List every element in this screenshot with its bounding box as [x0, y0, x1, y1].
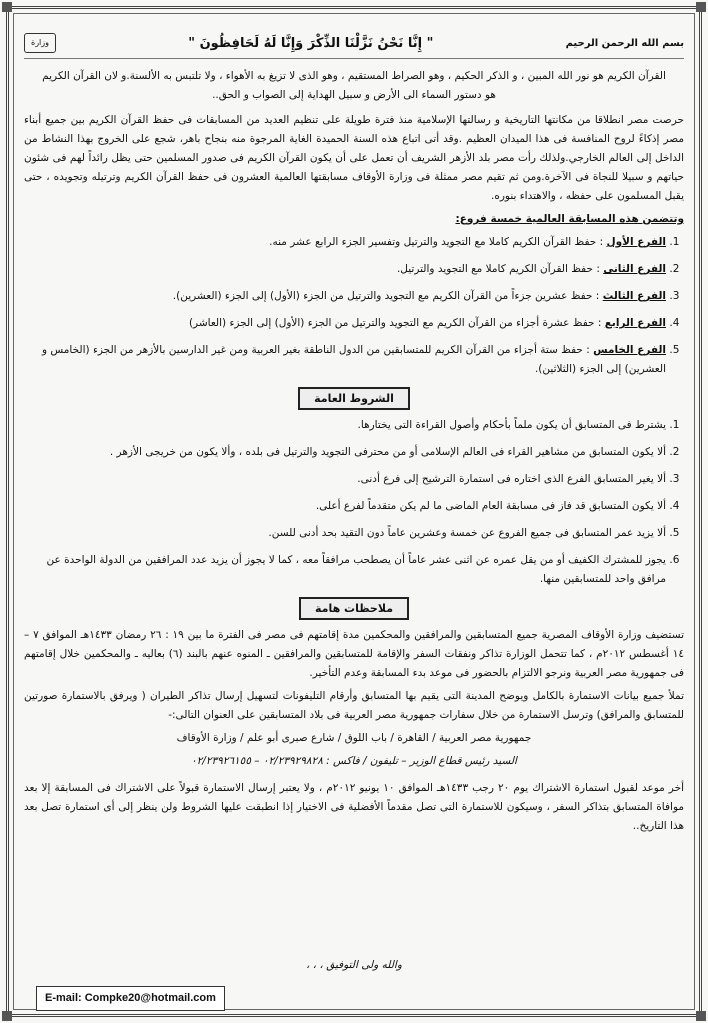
branch-text: : حفظ ستة أجزاء من القرآن الكريم للمتسابقين من الدول الناطقة بغير العربية ومن غير الدارسين بالأزهر من الجزء (الخامس و العشرين) إلى الجزء (الثلاثين). [42, 344, 666, 375]
basmala: بسم الله الرحمن الرحيم [565, 37, 684, 49]
list-item: 3. ألا يغير المتسابق الفرع الذى اختاره فى استمارة الترشيح إلى فرع أدنى. [24, 470, 666, 489]
corner-ornament [696, 2, 706, 12]
intro-line: هو دستور السماء الى الأرض و سبيل الهداية إلى الصواب و الحق.. [212, 89, 496, 101]
header [24, 28, 684, 59]
contact-phones: السيد رئيس قطاع الوزير – تليفون / فاكس : ٠٢/٢٣٩٢٩٨٢٨ – ٠٢/٢٣٩٢٦١٥٥ [191, 755, 517, 767]
branch-text: : حفظ عشرة أجزاء من القرآن الكريم مع التجويد والترتيل من الجزء (الأول) إلى الجزء (العاشر) [188, 317, 602, 329]
list-item: 5. ألا يزيد عمر المتسابق فى جميع الفروع عن خمسة وعشرين عاماً دون التقيد بحد أدنى للسن. [24, 524, 666, 543]
mailing-address: جمهورية مصر العربية / القاهرة / باب اللوق / شارع صبرى أبو علم / وزارة الأوقاف [176, 732, 532, 744]
list-item [24, 314, 666, 333]
list-item [24, 287, 666, 306]
branch-name: الفرع الخامس [593, 344, 666, 356]
list-item [24, 341, 666, 379]
note-paragraph: تستضيف وزارة الأوقاف المصرية جميع المتسابقين والمرافقين والمحكمين مدة إقامتهم فى مصر فى الفترة ما بين ١٩ : ٢٦ رمضان ١٤٣٣هـ الموافق ٧ – ١٤ أغسطس ٢٠١٢م ، كما تتحمل الوزارة تذاكر ونفقات السفر والإقامة للمتسابقين والمرافقين ـ المنوه عنهم بالبند (٦) بعاليه ـ والمحكمين خلال إقامتهم فى جمهورية مصر العربية ونرجو الالتزام بالحضور فى موعد بدء المسابقة وعدم التأخير. [24, 629, 684, 679]
email-box: E-mail: Compke20@hotmail.com [36, 986, 225, 1011]
conditions-list [24, 416, 684, 589]
corner-ornament [696, 1011, 706, 1021]
corner-ornament [2, 2, 12, 12]
list-item [24, 260, 666, 279]
branch-name: الفرع الثالث [602, 290, 666, 302]
list-item [24, 233, 666, 252]
notes-title: ملاحظات هامة [299, 597, 409, 620]
branch-name: الفرع الثانى [603, 263, 666, 275]
branch-text: : حفظ القرآن الكريم كاملا مع التجويد والترتيل وتفسير الجزء الرابع عشر منه. [269, 236, 604, 248]
branches-title: وتتضمن هذه المسابقة العالمية خمسة فروع: [455, 213, 684, 225]
list-item: 4. ألا يكون المتسابق قد فاز فى مسابقة العام الماضى ما لم يكن متقدماً لفرع أعلى. [24, 497, 666, 516]
branch-name: الفرع الرابع [604, 317, 666, 329]
conditions-heading [24, 387, 684, 410]
note-paragraph: تملأ جميع بيانات الاستمارة بالكامل ويوضح المدينة التى يقيم بها المتسابق وأرقام التليفونات لتسهيل إرسال تذاكر الطيران ( ويرفق بالاستمارة صورتين للمتسابق والمرافق) وترسل الاستمارة من خلال سفارات جمهورية مصر العربية فى بلاد المتسابقين على العنوان التالى:- [24, 690, 684, 721]
intro [24, 67, 684, 105]
intro-line: القرآن الكريم هو نور الله المبين ، و الذكر الحكيم ، وهو الصراط المستقيم ، وهو الذى لا تزيغ به الأهواء ، ولا تلتبس به الألسنة.و لان القرآن الكريم [42, 70, 666, 82]
branch-text: : حفظ القرآن الكريم كاملا مع التجويد والترتيل. [396, 263, 600, 275]
closing-line: والله ولى التوفيق ، ، ، [306, 959, 402, 971]
list-item: 2. ألا يكون المتسابق من مشاهير القراء فى العالم الإسلامى أو من محترفى التجويد والترتيل فى بلده ، وألا يكون من خريجى الأزهر . [24, 443, 666, 462]
branch-name: الفرع الأول [606, 236, 666, 248]
ministry-logo: وزارة [24, 33, 56, 53]
branches-list [24, 233, 684, 379]
notes-heading [24, 597, 684, 620]
document-content [24, 28, 685, 1004]
corner-ornament [2, 1011, 12, 1021]
quran-verse: " إِنَّا نَحْنُ نَزَّلْنَا الذِّكْرَ وَإِنَّا لَهُ لَحَافِظُونَ " [188, 35, 434, 51]
branch-text: : حفظ عشرين جزءاً من القرآن الكريم مع التجويد والترتيل من الجزء (الأول) إلى الجزء (العشرين). [172, 290, 600, 302]
deadline-paragraph: أخر موعد لقبول استمارة الاشتراك يوم ٢٠ رجب ١٤٣٣هـ الموافق ١٠ يونيو ٢٠١٢م ، ولا يعتبر إرسال الاستمارة قبولاً على الاشتراك فى المسابقة إلا بعد موافاة المتسابق بتذاكر السفر ، وسيكون للاستمارة التى تصل مقدماً الأفضلية فى الاختيار إذا انطبقت عليها الشروط ولن ينظر إلى أى استمارة تصل بعد هذا التاريخ.. [24, 782, 685, 832]
conditions-title: الشروط العامة [298, 387, 410, 410]
list-item: 6. يجوز للمشترك الكفيف أو من يقل عمره عن اثنى عشر عاماً أن يصطحب مرافقاً معه ، كما لا يجوز أن يزيد عدد المرافقين من الدولة الواحدة عن مرافق واحد للمتسابقين منها. [24, 551, 666, 589]
list-item: 1. يشترط فى المتسابق أن يكون ملماً بأحكام وأصول القراءة التى يختارها. [24, 416, 666, 435]
main-paragraph: حرصت مصر انطلاقا من مكانتها التاريخية و رسالتها الإسلامية منذ فترة طويلة على تنظيم العديد من المسابقات فى حفظ القرآن الكريم بين جميع أبناء مصر إذكاءً لروح المنافسة فى هذا الميدان العظيم .وقد أتى اتباع هذه السنة الحميدة الغاية المرجوة منه بنجاح باهر، شجع على الخروج بهذا النشاط من الداخل إلى العالم الخارجي.ولذلك رأت مصر بلد الأزهر الشريف أن تعمل على أن يكون القرآن الكريم فى صدور المسلمين حتى يظل رائداً لهم فى شئون حياتهم و سبيلا للنجاة فى الآخرة.ومن ثم تقيم مصر ممثلة فى وزارة الأوقاف مسابقتها العالمية العشرون فى حفظ القرآن الكريم وترتيله وتجويده ، حتى يقبل المسلمون على حفظه ، والاهتداء بنوره. [24, 114, 684, 202]
